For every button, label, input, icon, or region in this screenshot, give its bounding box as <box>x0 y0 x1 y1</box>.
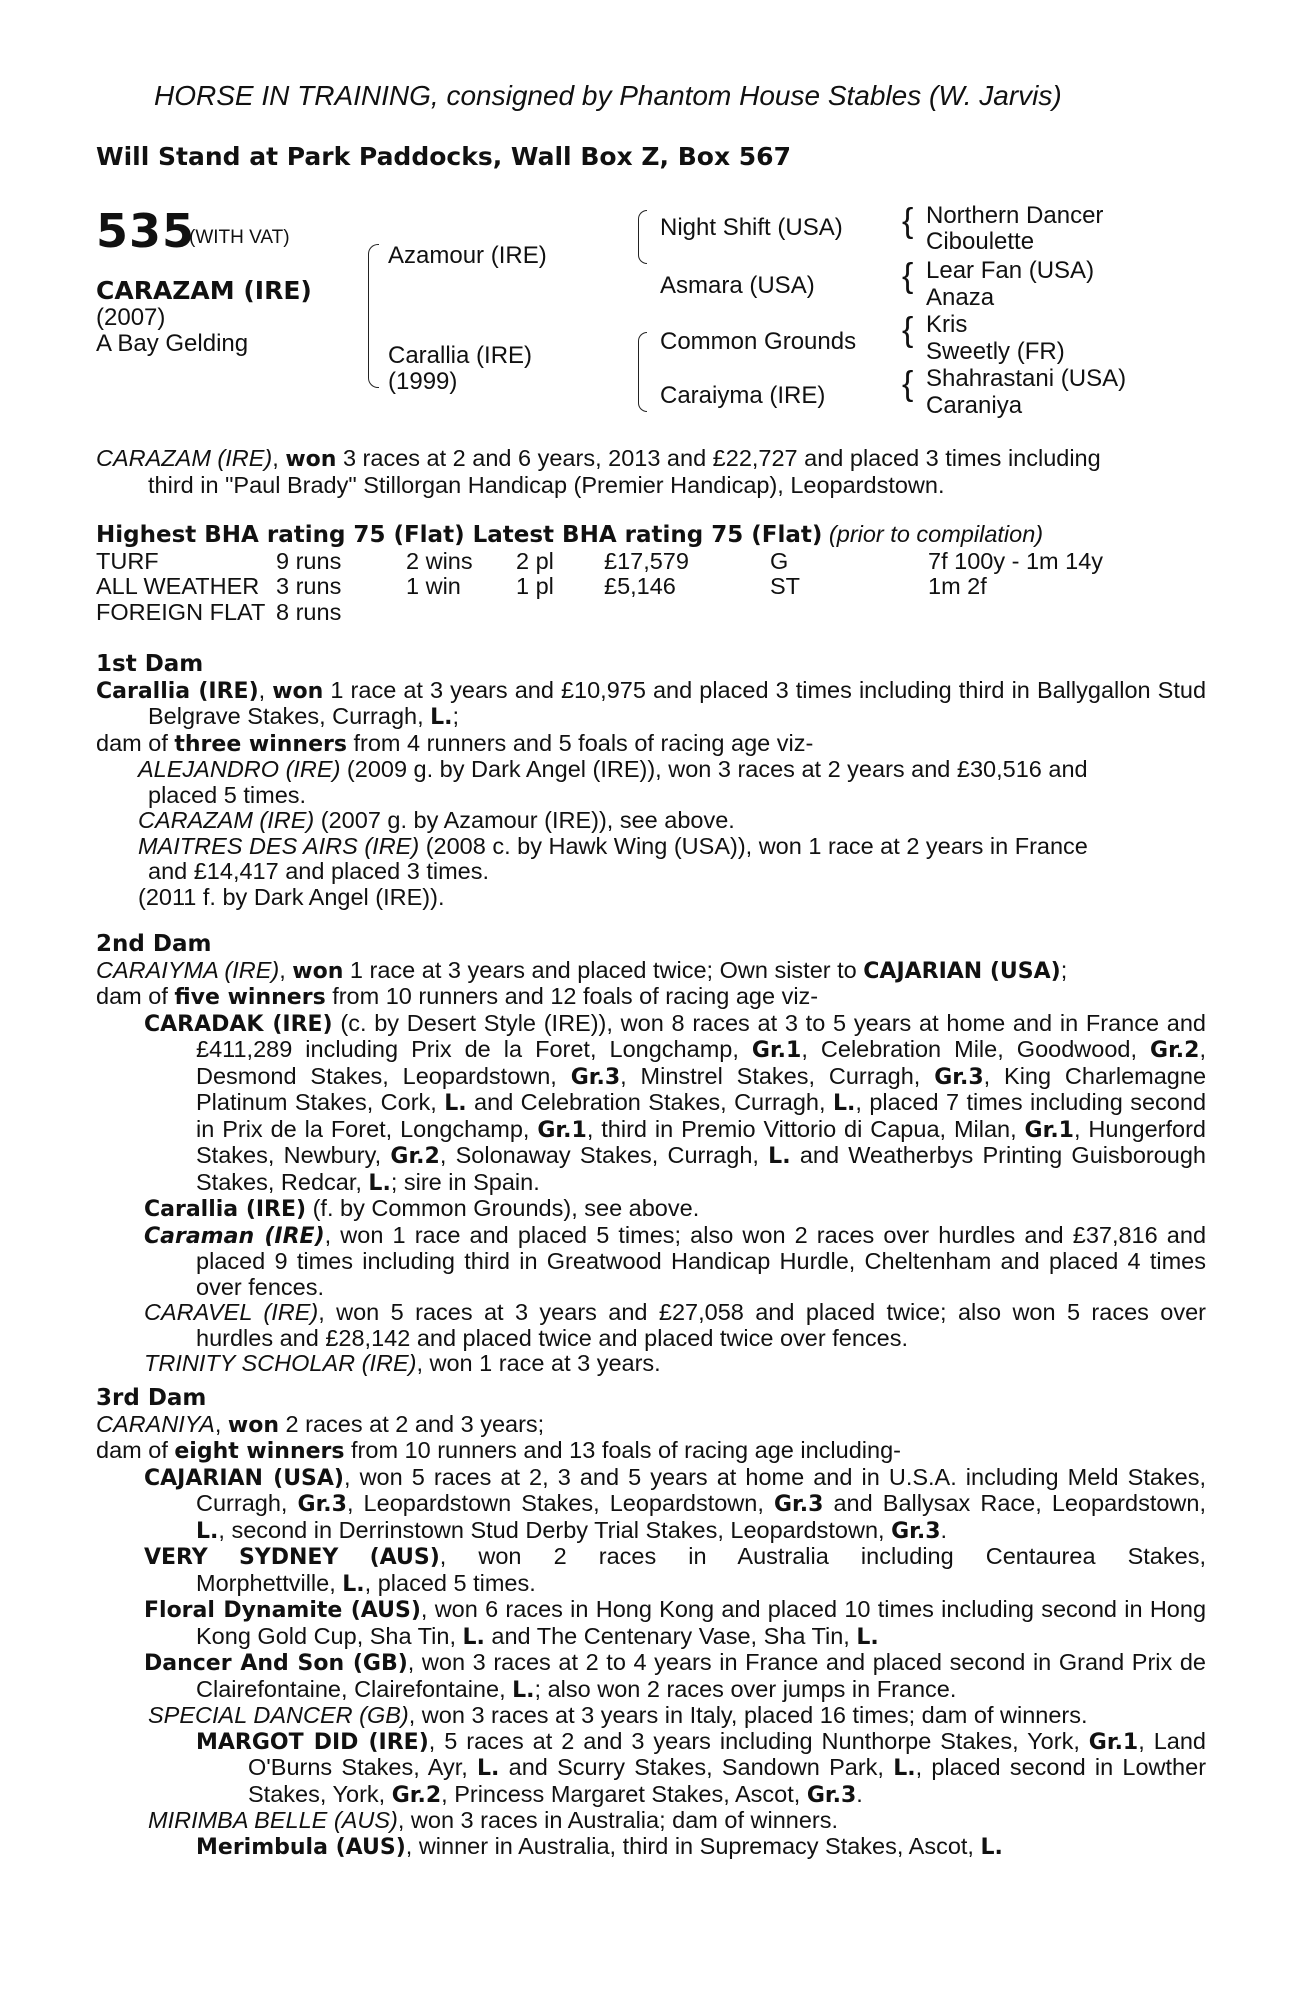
grade: Gr.3 <box>891 1518 941 1544</box>
row-wins: 2 wins <box>406 547 473 574</box>
grade: L. <box>893 1756 916 1781</box>
text-part: , Celebration Mile, <box>801 1036 1004 1062</box>
third-dam-section: 3rd Dam CARANIYA, won 2 races at 2 and 3 years; dam of eight winners from 10 runners and 13 foals of racing age including- CAJARIAN (USA), won 5 races at 2, 3 and 5 years at home and in U.S.A. including Meld Stakes, Curragh, Gr.3, Leopardstown Stakes, Leopardstown, Gr.3 and Ballysax Race, Leopardstown, L., second in Derrinstown Stud Derby Trial Stakes, Leopardstown, Gr.3. VERY SYDNEY (AUS), won 2 races in Australia including Centaurea Stakes, Morphettville, L., placed 5 times. Floral Dynamite (AUS), won 6 races in Hong Kong and placed 10 times including second in Hong Kong Gold Cup, Sha Tin, L. and The Centenary Vase, Sha Tin, L. Dancer And Son (GB), won 3 races at 2 to 4 years in France and placed second in Grand Prix de Clairefontaine, Clairefontaine, L.; also won 2 races over jumps in France. SPECIAL DANCER (GB), won 3 races at 3 years in Italy, placed 16 times; dam of winners. MARGOT DID (IRE), 5 races at 2 and 3 years including Nunthorpe Stakes, York, Gr.1, Land O'Burns Stakes, Ayr, L. and Scurry Stakes, Sandown Park, L., placed second in Lowther Stakes, York, Gr.2, Princess Margaret Stakes, Ascot, Gr.3. MIRIMBA BELLE (AUS), won 3 races in Australia; dam of winners. Merimbula (AUS), winner in Australia, third in Supremacy Stakes, Ascot, L. <box>96 1385 1207 1860</box>
dam1-won: won <box>272 678 324 704</box>
grade: L. <box>768 1144 791 1169</box>
offspring-text: , won 3 races at 2 to 4 years in France and placed second in Grand <box>407 1649 1125 1675</box>
offspring-cajarian <box>96 1465 1206 1545</box>
pedigree-dss: Kris <box>926 311 968 338</box>
horse-year: (2007) <box>96 304 166 331</box>
text-part: , Minstrel Stakes, Curragh, <box>620 1062 921 1089</box>
dam3-won: won <box>227 1412 280 1438</box>
offspring-trinity <box>96 1351 1206 1377</box>
offspring-text: (f. by Common Grounds), see above. <box>306 1195 700 1221</box>
text-part: . <box>856 1780 863 1807</box>
text-part: , third in Premio <box>586 1115 756 1142</box>
brace-gen1 <box>368 244 379 388</box>
row-money: £17,579 <box>604 547 689 574</box>
text-part: and Scurry Stakes, Sandown Park, <box>499 1754 894 1780</box>
grade: Gr.1 <box>1024 1117 1074 1143</box>
offspring-text: , won 5 races at 3 years and £27,058 and placed twice; also won 5 races <box>318 1299 1149 1325</box>
offspring-text: , won 3 races at 3 years in Italy, placed 16 times; dam of winners. <box>408 1702 1088 1728</box>
row-wins: 1 win <box>406 573 461 599</box>
dam1-punct: ; <box>452 703 460 729</box>
dam2-won: won <box>292 958 344 984</box>
dam2-sister: CAJARIAN (USA) <box>863 958 1061 984</box>
offspring-text2: £37,816 and placed 9 times including third in Greatwood Handicap Hurdle, Cheltenham <box>196 1221 1207 1274</box>
row-type: TURF <box>96 547 159 574</box>
offspring-carallia <box>96 1196 1206 1223</box>
dam1-damof: dam of <box>96 729 175 756</box>
row-runs: 3 runs <box>276 573 342 599</box>
pedigree-ds: Common Grounds <box>660 328 857 355</box>
text-part: in Hong Kong Gold Cup, Sha Tin, <box>196 1596 1207 1649</box>
offspring-floral-dynamite <box>96 1597 1206 1650</box>
first-dam-heading: 1st Dam <box>96 651 204 677</box>
dam2-winners: five winners <box>174 985 326 1010</box>
row-type: FOREIGN FLAT <box>96 598 266 625</box>
race-summary: CARAZAM (IRE), won 3 races at 2 and 6 years, 2013 and £22,727 and placed 3 times including third in "Paul Brady" Stillorgan Handicap (Premier Handicap), Leopardstown. <box>96 445 1101 498</box>
offspring-text2: and £14,417 and placed 3 times. <box>148 858 490 884</box>
row-distance: 1m 2f <box>928 573 987 599</box>
horse-name: CARAZAM (IRE) <box>96 276 312 305</box>
stand-location: Will Stand at Park Paddocks, Wall Box Z, Box 567 <box>96 142 791 171</box>
offspring-caraman <box>96 1223 1206 1301</box>
offspring-text: , won 6 races in Hong Kong and placed 10 times including second <box>420 1596 1117 1622</box>
text-part: ; sire in Spain. <box>390 1168 540 1195</box>
grade: Gr.2 <box>1150 1038 1200 1063</box>
offspring-text: , winner in Australia, third in Supremacy Stakes, Ascot, <box>405 1832 981 1859</box>
offspring-text: (2009 g. by Dark Angel (IRE)), won 3 races at 2 years and £30,516 and <box>340 756 1088 782</box>
dam1-line1: 1 race at 3 years and £10,975 and placed 3 times including third in <box>323 676 1030 703</box>
pedigree-sss: Northern Dancer <box>926 202 1104 229</box>
pedigree-sd: Asmara (USA) <box>660 272 815 299</box>
rating-note: (prior to compilation) <box>828 521 1044 547</box>
offspring-name: Caraman (IRE) <box>144 1223 325 1249</box>
pedigree-ss: Night Shift (USA) <box>660 214 843 241</box>
offspring-margot-did <box>96 1729 1206 1809</box>
offspring-2011: (2011 f. by Dark Angel (IRE)). <box>138 883 445 910</box>
offspring-name: CARAZAM (IRE) <box>138 807 315 833</box>
brace-gen3-1: { <box>902 202 914 240</box>
third-dam-heading: 3rd Dam <box>96 1385 207 1411</box>
second-dam-section: 2nd Dam CARAIYMA (IRE), won 1 race at 3 years and placed twice; Own sister to CAJARIAN (USA); dam of five winners from 10 runners and 12 foals of racing age viz- CARADAK (IRE) (c. by Desert Style (IRE)), won 8 races at 3 to 5 years at home and in France and £411,289 including Prix de la Foret, Longchamp, Gr.1, Celebration Mile, Goodwood, Gr.2, Desmond Stakes, Leopardstown, Gr.3, Minstrel Stakes, Curragh, Gr.3, King Charlemagne Platinum Stakes, Cork, L. and Celebration Stakes, Curragh, L., placed 7 times including second in Prix de la Foret, Longchamp, Gr.1, third in Premio Vittorio di Capua, Milan, Gr.1, Hungerford Stakes, Newbury, Gr.2, Solonaway Stakes, Curragh, L. and Weatherbys Printing Guisborough Stakes, Redcar, L.; sire in Spain. Carallia (IRE) (f. by Common Grounds), see above. Caraman (IRE), won 1 race and placed 5 times; also won 2 races over hurdles and £37,816 and placed 9 times including third in Greatwood Handicap Hurdle, Cheltenham and placed 4 times over fences. CARAVEL (IRE), won 5 races at 3 years and £27,058 and placed twice; also won 5 races over hurdles and £28,142 and placed twice and placed twice over fences. TRINITY SCHOLAR (IRE), won 1 race at 3 years. <box>96 931 1207 1376</box>
text-part: and Ballysax Race, <box>823 1490 1042 1516</box>
pedigree-dsd: Sweetly (FR) <box>926 338 1065 365</box>
grade: Gr.3 <box>934 1064 984 1090</box>
grade: L. <box>832 1091 856 1116</box>
pedigree-ssd: Ciboulette <box>926 228 1035 255</box>
offspring-name: CARAVEL (IRE) <box>144 1299 319 1325</box>
offspring-mirimba-belle <box>96 1808 1206 1834</box>
grade: Gr.1 <box>537 1117 587 1143</box>
grade: L. <box>980 1834 1003 1860</box>
grade: L. <box>444 1091 467 1116</box>
text-part: Morphettville, <box>196 1569 343 1596</box>
grade: Gr.1 <box>751 1038 802 1063</box>
offspring-name: Dancer And Son (GB) <box>144 1651 408 1676</box>
dam3-line1: 2 races at 2 and 3 years; <box>279 1410 545 1437</box>
rating-row-foreign <box>96 600 1206 626</box>
row-going: ST <box>770 573 801 599</box>
offspring-caradak <box>96 1011 1206 1197</box>
grade: Gr.3 <box>570 1064 621 1090</box>
row-distance: 7f 100y - 1m 14y <box>928 547 1104 574</box>
offspring-name: Carallia (IRE) <box>144 1197 307 1222</box>
vat-note: (WITH VAT) <box>189 227 290 248</box>
offspring-name: Floral Dynamite (AUS) <box>144 1598 421 1623</box>
grade: L. <box>342 1571 365 1597</box>
offspring-text: , won 3 races in Australia; dam of winners. <box>397 1807 839 1833</box>
row-pl: 2 pl <box>516 547 554 574</box>
dam1-winners: three winners <box>174 731 347 757</box>
rating-row-aw <box>96 574 1206 600</box>
text-part: Vittorio di Capua, Milan, <box>763 1115 1025 1142</box>
text-part: , second in Derrinstown Stud Derby Trial Stakes, Leopardstown, <box>218 1516 892 1543</box>
rating-row-turf <box>96 549 1206 575</box>
offspring-alejandro <box>96 757 1206 808</box>
first-dam-section: 1st Dam Carallia (IRE), won 1 race at 3 years and £10,975 and placed 3 times including third in Ballygallon Stud Belgrave Stakes, Curragh, L.; dam of three winners from 4 runners and 5 foals of racing age viz- ALEJANDRO (IRE) (2009 g. by Dark Angel (IRE)), won 3 races at 2 years and £30,516 and placed 5 times. CARAZAM (IRE) (2007 g. by Azamour (IRE)), see above. MAITRES DES AIRS (IRE) (2008 c. by Hawk Wing (USA)), won 1 race at 2 years in France and £14,417 and placed 3 times. (2011 f. by Dark Angel (IRE)). <box>96 651 1207 910</box>
dam1-line2: Ballygallon Stud Belgrave Stakes, Curragh, <box>148 676 1207 729</box>
row-runs: 9 runs <box>276 547 342 574</box>
offspring-name: CARADAK (IRE) <box>144 1011 333 1037</box>
offspring-text: , won 1 race at 3 years. <box>416 1350 661 1376</box>
text-part: Leopardstown, <box>1051 1490 1206 1516</box>
text-part: , placed <box>915 1754 1001 1780</box>
brace-gen3-3: { <box>902 311 914 349</box>
dam1-grade: L. <box>430 705 453 730</box>
dam2-damof: dam of <box>96 983 175 1009</box>
text-part: , placed 7 times including second in Prix de la Foret, Longchamp, <box>196 1089 1207 1142</box>
offspring-name: CAJARIAN (USA) <box>144 1465 344 1491</box>
brace-gen3-4: { <box>902 365 914 403</box>
dam2-punct: ; <box>1060 956 1068 983</box>
second-dam-heading: 2nd Dam <box>96 931 212 957</box>
offspring-text3: and placed 4 times over fences. <box>196 1248 1206 1300</box>
grade: Gr.3 <box>297 1492 347 1517</box>
offspring-name: MARGOT DID (IRE) <box>196 1729 429 1755</box>
pedigree-dam: Carallia (IRE) <box>388 342 533 369</box>
text-part: , Desmond Stakes, Leopardstown, <box>196 1036 1206 1089</box>
text-part: . <box>940 1516 948 1543</box>
offspring-merimbula <box>96 1834 1206 1861</box>
offspring-text: , won 1 race and placed 5 times; also won 2 races over hurdles and <box>324 1221 1064 1248</box>
pedigree-ddd: Caraniya <box>926 392 1023 419</box>
text-part: Goodwood, <box>1016 1036 1151 1062</box>
offspring-text: (2007 g. by Azamour (IRE)), see above. <box>314 807 735 833</box>
text-part: , Leopardstown Stakes, Leopardstown, <box>346 1490 774 1516</box>
text-part: , won 5 races at 2, 3 and 5 years at home and in U.S.A. including Meld <box>343 1463 1119 1490</box>
text-part: and Celebration Stakes, Curragh, <box>466 1089 826 1115</box>
summary-line1: 3 races at 2 and 6 years, 2013 and £22,727 and placed 3 times including <box>336 445 1101 471</box>
text-part: Curragh, <box>667 1142 769 1168</box>
text-part: France and £411,289 including Prix de la Foret, Longchamp, <box>196 1009 1206 1062</box>
pedigree-sire: Azamour (IRE) <box>388 242 547 269</box>
brace-gen2-sire <box>638 210 647 264</box>
offspring-name: TRINITY SCHOLAR (IRE) <box>144 1350 417 1376</box>
pedigree-dam-year: (1999) <box>388 368 458 395</box>
summary-name: CARAZAM (IRE) <box>96 445 273 471</box>
brace-gen3-2: { <box>902 257 914 295</box>
lot-number: 535 <box>96 204 196 258</box>
offspring-name: MAITRES DES AIRS (IRE) <box>138 832 420 859</box>
offspring-name: SPECIAL DANCER (GB) <box>148 1702 409 1728</box>
pedigree-sds: Lear Fan (USA) <box>926 257 1095 284</box>
dam3-damof: dam of <box>96 1437 175 1463</box>
offspring-text: , won 2 races in Australia including Centaurea Stakes, <box>439 1543 1206 1569</box>
grade: Gr.3 <box>773 1492 824 1517</box>
text-part: , Princess Margaret Stakes, Ascot, <box>441 1780 807 1807</box>
text-part: and The Centenary Vase, Sha Tin, <box>484 1622 857 1649</box>
pedigree-block <box>96 200 1206 430</box>
offspring-name: MIRIMBA BELLE (AUS) <box>148 1807 398 1833</box>
row-type: ALL WEATHER <box>96 573 260 599</box>
grade: Gr.2 <box>391 1782 442 1808</box>
grade: L. <box>368 1170 391 1196</box>
text-part: (c. by Desert Style (IRE)), won 8 races at 3 to 5 years at home and in <box>332 1009 1079 1036</box>
pedigree-dds: Shahrastani (USA) <box>926 365 1127 392</box>
summary-won: won <box>285 447 337 472</box>
rating-block <box>96 522 1206 625</box>
grade: L. <box>512 1677 535 1703</box>
text-part: second in Lowther Stakes, York, <box>248 1754 1207 1807</box>
dam2-line1: 1 race at 3 years and placed twice; Own sister to <box>343 956 864 983</box>
text-part: , placed 5 times. <box>364 1569 536 1596</box>
text-part: , Hungerford Stakes, Newbury, <box>196 1115 1206 1168</box>
offspring-maitres <box>96 834 1206 885</box>
offspring-caravel <box>96 1300 1206 1351</box>
page-title: HORSE IN TRAINING, consigned by Phantom House Stables (W. Jarvis) <box>154 80 1062 111</box>
offspring-very-sydney <box>96 1544 1206 1597</box>
dam3-name: CARANIYA <box>96 1410 215 1437</box>
dam3-winners: eight winners <box>174 1439 345 1464</box>
text-part: ; also won 2 races over jumps in France. <box>534 1675 957 1702</box>
row-going: G <box>770 547 789 574</box>
text-part: , 5 races at 2 and 3 years including Nunthorpe Stakes, York, <box>428 1727 1080 1754</box>
text-part: , Solonaway Stakes, <box>439 1142 659 1168</box>
offspring-name: ALEJANDRO (IRE) <box>138 756 341 782</box>
row-money: £5,146 <box>604 573 676 599</box>
grade: Gr.3 <box>806 1782 857 1808</box>
rating-label: Highest BHA rating 75 (Flat) Latest BHA rating 75 (Flat) <box>96 522 823 548</box>
offspring-dancer-and-son <box>96 1650 1206 1703</box>
row-runs: 8 runs <box>276 598 342 625</box>
offspring-text: (2008 c. by Hawk Wing (USA)), won 1 race at 2 years in France <box>419 832 1088 859</box>
offspring-text2: placed 5 times. <box>148 781 307 808</box>
text-part: Prix de Clairefontaine, Clairefontaine, <box>196 1649 1206 1702</box>
grade: Gr.1 <box>1088 1729 1139 1755</box>
grade: Gr.2 <box>390 1144 440 1169</box>
text-part: and Weatherbys Printing Guisborough Stakes, Redcar, <box>196 1142 1206 1195</box>
offspring-text2: over hurdles and £28,142 and placed twice and placed twice over fences. <box>196 1299 1207 1351</box>
offspring-carazam <box>96 808 1206 834</box>
horse-description: A Bay Gelding <box>96 330 249 357</box>
offspring-special-dancer <box>96 1703 1206 1729</box>
text-part: , Land O'Burns Stakes, Ayr, <box>248 1727 1206 1780</box>
grade: L. <box>462 1624 485 1650</box>
dam2-foals: from 10 runners and 12 foals of racing age viz- <box>325 983 819 1009</box>
dam2-name: CARAIYMA (IRE) <box>96 956 280 983</box>
grade: L. <box>856 1624 879 1650</box>
grade: L. <box>196 1518 219 1544</box>
summary-line2: third in "Paul Brady" Stillorgan Handicap (Premier Handicap), Leopardstown. <box>148 471 945 498</box>
dam1-name: Carallia (IRE) <box>96 678 259 704</box>
dam1-foals: from 4 runners and 5 foals of racing age viz- <box>346 729 814 756</box>
offspring-name: VERY SYDNEY (AUS) <box>144 1545 440 1570</box>
brace-gen2-dam <box>638 332 647 412</box>
text-part: , King Charlemagne Platinum Stakes, Cork, <box>196 1062 1207 1115</box>
pedigree-sdd: Anaza <box>926 284 995 311</box>
offspring-name: Merimbula (AUS) <box>196 1834 406 1860</box>
pedigree-dd: Caraiyma (IRE) <box>660 382 826 409</box>
text-part: Stakes, Curragh, <box>196 1463 1207 1516</box>
grade: L. <box>477 1756 500 1781</box>
row-pl: 1 pl <box>516 573 554 599</box>
dam3-foals: from 10 runners and 13 foals of racing age including- <box>344 1437 901 1463</box>
